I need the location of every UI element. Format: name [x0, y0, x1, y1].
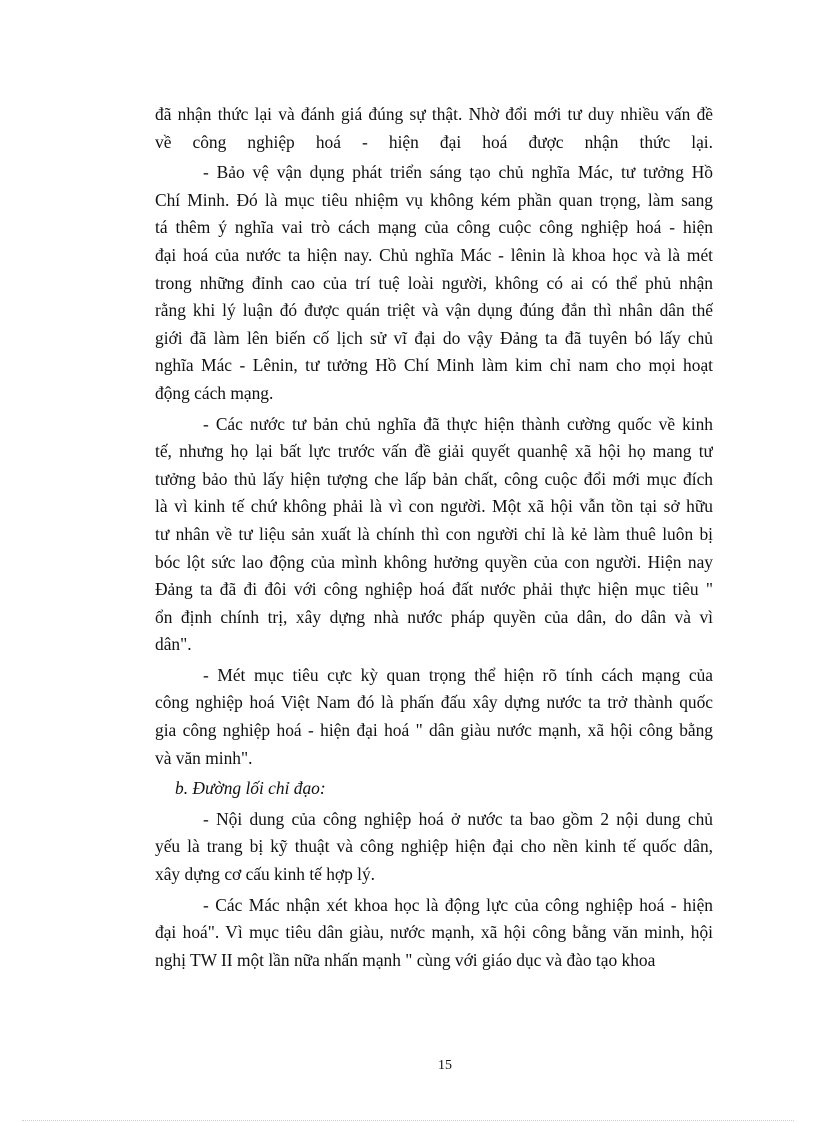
text-line: rằng khi lý luận đó được quán triệt và vận dụng đúng đắn thì nhân dân thế	[155, 300, 713, 321]
text-line: nghĩa Mác - Lênin, tư tưởng Hồ Chí Minh làm kim chỉ nam cho mọi hoạt	[155, 355, 713, 376]
text-line: Chí Minh. Đó là mục tiêu nhiệm vụ không kém phần quan trọng, làm sang	[155, 189, 713, 210]
text-line: công nghiệp hoá Việt Nam đó là phấn đấu xây dựng nước ta trở thành quốc	[155, 692, 713, 713]
paragraph	[155, 662, 713, 772]
text-line: yếu là trang bị kỹ thuật và công nghiệp hiện đại cho nền kinh tế quốc dân,	[155, 836, 713, 857]
text-line: đại hoá". Vì mục tiêu dân giàu, nước mạnh, xã hội công bằng văn minh, hội	[155, 922, 713, 943]
section-heading	[155, 775, 713, 803]
text-line: - Mét mục tiêu cực kỳ quan trọng thể hiện rõ tính cách mạng của	[203, 664, 713, 685]
text-line: tế, nhưng họ lại bất lực trước vấn đề giải quyết quanhệ xã hội họ mang tư	[155, 441, 713, 462]
text-line: nghị TW II một lần nữa nhấn mạnh " cùng với giáo dục và đào tạo khoa	[155, 949, 656, 970]
text-line: gia công nghiệp hoá - hiện đại hoá " dân giàu nước mạnh, xã hội công bằng	[155, 720, 713, 741]
page-bottom-divider	[22, 1120, 794, 1121]
text-line: - Các Mác nhận xét khoa học là động lực của công nghiệp hoá - hiện	[203, 894, 713, 915]
text-line: - Các nước tư bản chủ nghĩa đã thực hiện thành cường quốc về kinh	[203, 413, 713, 434]
text-line: đã nhận thức lại và đánh giá đúng sự thật. Nhờ đổi mới tư duy nhiều vấn đề	[155, 104, 713, 124]
paragraph	[155, 806, 713, 889]
text-line: Đảng ta đã đi đôi với công nghiệp hoá đất nước phải thực hiện mục tiêu "	[155, 579, 713, 600]
text-line: - Nội dung của công nghiệp hoá ở nước ta bao gồm 2 nội dung chủ	[203, 808, 713, 829]
paragraph	[155, 892, 713, 975]
section-heading-text: b. Đường lối chỉ đạo:	[175, 778, 326, 799]
page-number: 15	[438, 1058, 452, 1073]
paragraph	[155, 159, 713, 407]
text-line: bóc lột sức lao động của mình không hưởng quyền của con người. Hiện nay	[155, 551, 713, 572]
text-line: tưởng bảo thủ lấy hiện tượng che lấp bản chất, công cuộc đổi mới mục đích	[155, 468, 713, 489]
text-line: và văn minh".	[155, 747, 253, 768]
text-line: về công nghiệp hoá - hiện đại hoá được nhận thức lại.	[155, 131, 713, 152]
text-line: ổn định chính trị, xây dựng nhà nước pháp quyền của dân, do dân và vì	[155, 606, 713, 627]
text-line: đại hoá của nước ta hiện nay. Chủ nghĩa Mác - lênin là khoa học và là mét	[155, 244, 713, 265]
text-line: tư nhân về tư liệu sản xuất là chính thì con người chỉ là kẻ làm thuê luôn bị	[155, 523, 713, 544]
document-body	[155, 101, 713, 977]
text-line: động cách mạng.	[155, 382, 274, 403]
text-line: trong những đỉnh cao của trí tuệ loài người, không có ai có thể phủ nhận	[155, 272, 713, 293]
text-line: tá thêm ý nghĩa vai trò cách mạng của công cuộc công nghiệp hoá - hiện	[155, 217, 713, 238]
text-line: giới đã làm lên biến cố lịch sử vĩ đại do vậy Đảng ta đã tuyên bó lấy chủ	[155, 327, 713, 348]
text-line: dân".	[155, 634, 192, 655]
paragraph	[155, 411, 713, 659]
text-line: - Bảo vệ vận dụng phát triển sáng tạo chủ nghĩa Mác, tư tưởng Hồ	[203, 162, 713, 183]
text-line: là vì kinh tế chứ không phải là vì con người. Một xã hội vẫn tồn tại sở hữu	[155, 496, 713, 517]
paragraph	[155, 101, 713, 156]
text-line: xây dựng cơ cấu kinh tế hợp lý.	[155, 864, 376, 885]
